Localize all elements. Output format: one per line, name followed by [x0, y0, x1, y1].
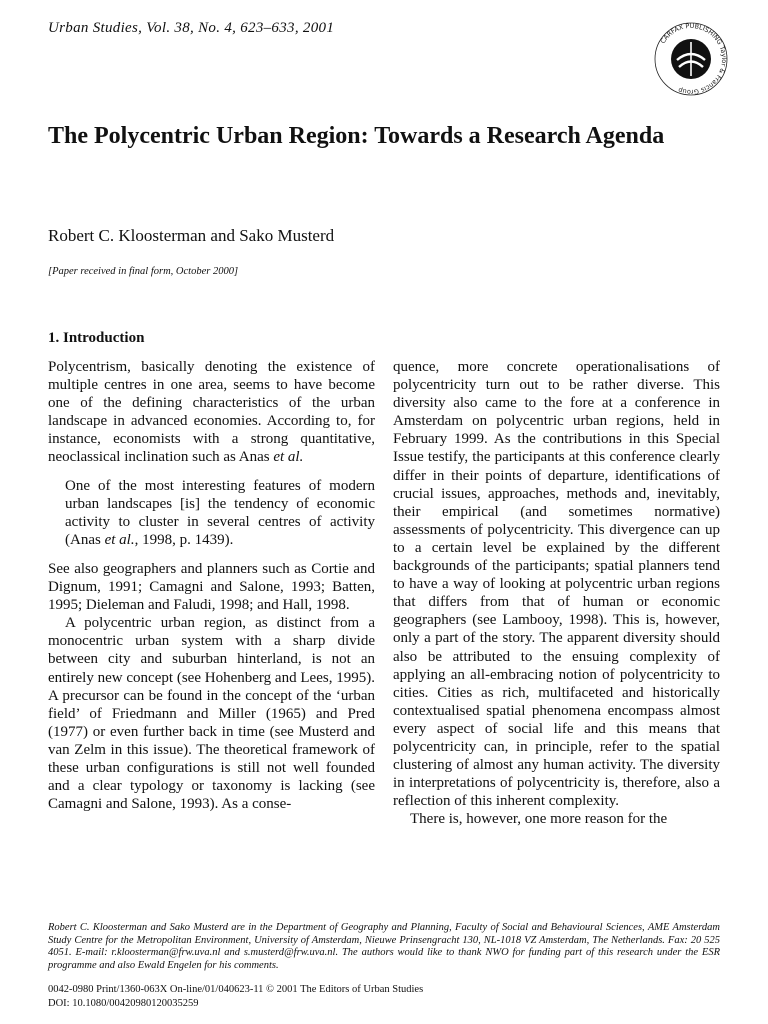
doi-line: DOI: 10.1080/00420980120035259 [48, 998, 199, 1009]
body-paragraph: There is, however, one more reason for the [410, 811, 668, 828]
issn-line: 0042-0980 Print/1360-063X On-line/01/040623-11 © 2001 The Editors of Urban Studies [48, 984, 424, 995]
intro-italic: et al. [273, 449, 304, 466]
right-column [393, 358, 720, 828]
block-quote [65, 477, 375, 549]
copyright-footer [48, 983, 423, 1011]
body-paragraph-continued: quence, more concrete operationalisations of polycentricity turn out to be rather diverse. This diversity also came to the fore at a conference in Amsterdam on polycentric urban regions, held in February 1999. As the contributions in this Special Issue testify, the participants at this conference clearly differ in their points of departure, identifications of crucial issues, approaches, methods and, inevitably, their empirical (and sometimes normative) assessments of polycentricity. This divergence can up to a certain level be explained by the different backgrounds of the participants; spatial planners tend to have a way of looking at polycentric urban regions that differs from that of human or economic geographers (see Lambooy, 1998). This is, however, only a part of the story. The apparent diversity should also be attributed to the ensuing complexity of applying an all-embracing notion of polycentricity to cities. Cities as rich, multifaceted and historically contextualised spatial phenomena encompass almost every aspect of social life and this means that polycentricity can, in principle, refer to the spatial clustering of almost any human activity. The diversity in interpretations of polycentricity is, therefore, also a reflection of this inherent complexity. [393, 359, 720, 810]
left-column [48, 358, 375, 813]
quote-text-end: , 1998, p. 1439). [134, 531, 234, 548]
article-title: The Polycentric Urban Region: Towards a Research Agenda [48, 123, 665, 149]
quote-text: One of the most interesting features of modern urban landscapes [is] the tendency of economic activity to cluster in several centres of activity (Anas [65, 477, 375, 548]
section-heading: 1. Introduction [48, 330, 145, 346]
intro-text: Polycentrism, basically denoting the existence of multiple centres in one area, seems to have become one of the defining characteristics of the urban landscape in advanced economies. According to, for instance, economists with a strong quantitative, neoclassical inclination such as Anas [48, 359, 375, 466]
publisher-seal-text: CARFAX PUBLISHING Taylor & Francis Group [658, 21, 729, 97]
received-note: [Paper received in final form, October 2000] [48, 266, 239, 277]
article-authors: Robert C. Kloosterman and Sako Musterd [48, 226, 335, 245]
references-paragraph: See also geographers and planners such as Cortie and Dignum, 1991; Camagni and Salone, 1993; Batten, 1995; Dieleman and Faludi, 1998; and Hall, 1998. [48, 560, 375, 614]
publisher-logo [652, 20, 730, 98]
intro-paragraph [48, 358, 375, 467]
body-paragraph: A polycentric urban region, as distinct from a monocentric urban system with a sharp divide between city and suburban hinterland, is not an entirely new concept (see Hohenberg and Lees, 1995). A precursor can be found in the concept of the ‘urban field’ of Friedmann and Miller (1965) and Pred (1977) or even further back in time (see Musterd and van Zelm in this issue). The theoretical framework of these urban configurations is still not well founded and a clear typology or taxonomy is lacking (see Camagni and Salone, 1993). As a conse- [48, 615, 375, 813]
quote-italic: et al. [104, 531, 135, 548]
journal-citation: Urban Studies, Vol. 38, No. 4, 623–633, 2001 [48, 20, 335, 36]
author-affiliation-footnote: Robert C. Kloosterman and Sako Musterd are in the Department of Geography and Planning, Faculty of Social and Behavioural Sciences, AME Amsterdam Study Centre for the Metropolitan Environment, University of Amsterdam, Nieuwe Prinsengracht 130, NL-1018 VZ Amsterdam, The Netherlands. Fax: 20 525 4051. E-mail: r.kloosterman@frw.uva.nl and s.musterd@frw.uva.nl. The authors would like to thank NWO for funding part of this research under the ESR programme and also Ewald Engelen for his comments. [48, 922, 720, 971]
